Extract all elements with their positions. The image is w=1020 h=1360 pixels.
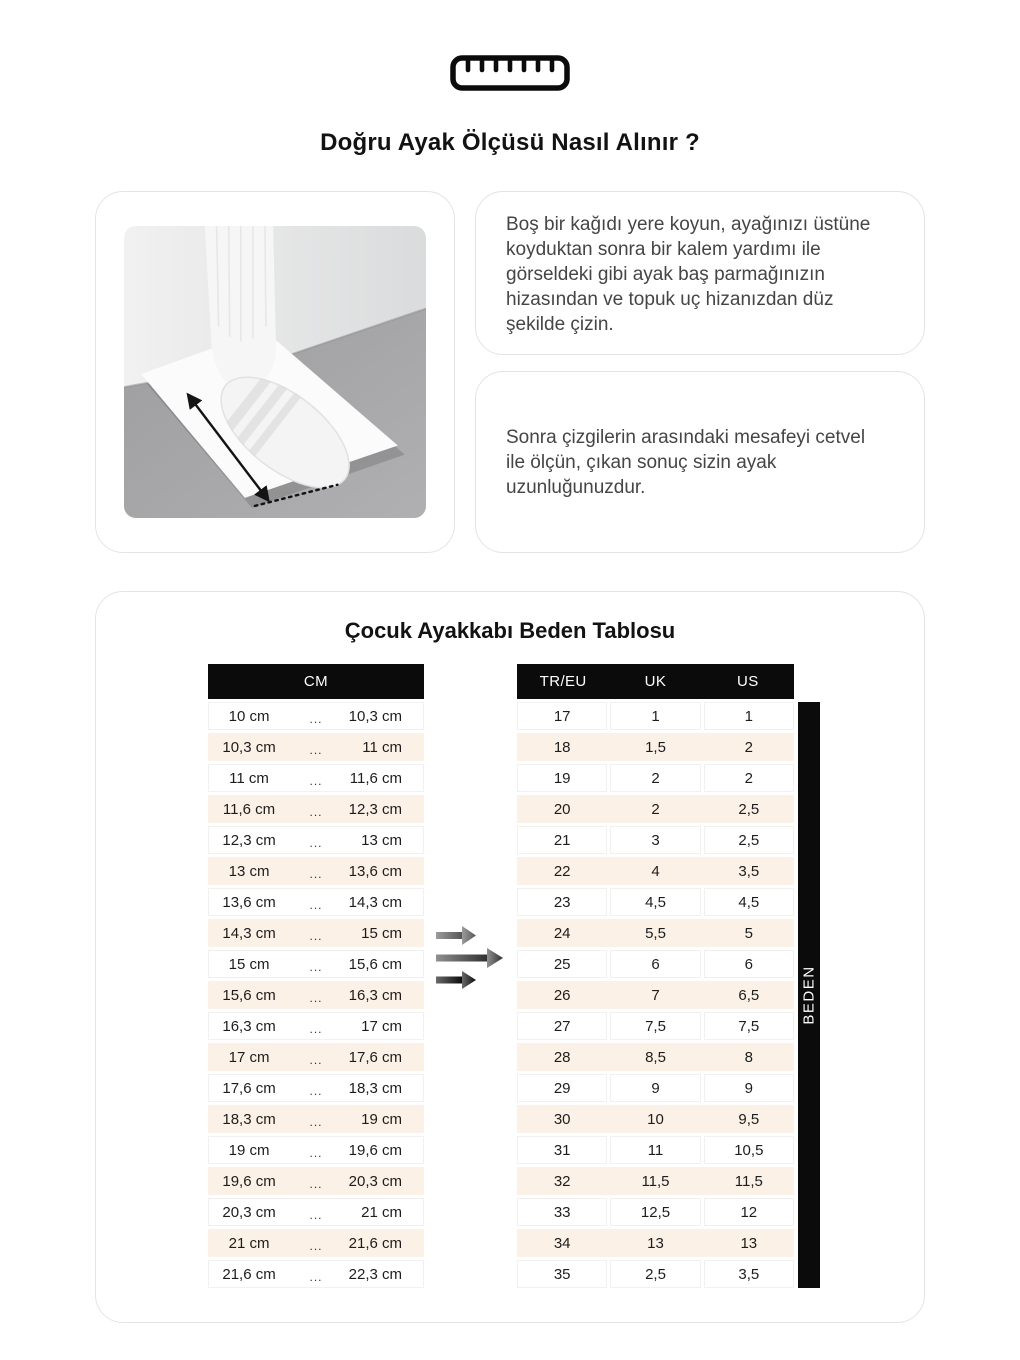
size-cell-uk: 2 bbox=[610, 795, 700, 823]
range-separator: ... bbox=[309, 898, 323, 912]
cm-table-row bbox=[208, 1012, 424, 1040]
cm-table-header: CM bbox=[208, 664, 424, 699]
cm-range-to: 13,6 cm bbox=[348, 862, 402, 880]
cm-range-from: 20,3 cm bbox=[222, 1203, 276, 1221]
size-cell-uk: 2,5 bbox=[610, 1260, 700, 1288]
cm-range-to: 14,3 cm bbox=[348, 893, 402, 911]
cm-range-to: 19,6 cm bbox=[348, 1141, 402, 1159]
size-table-row bbox=[517, 1043, 794, 1071]
sizes-group bbox=[517, 664, 820, 1288]
cm-table-row bbox=[208, 888, 424, 916]
cm-table-row bbox=[208, 1198, 424, 1226]
cm-range-to: 21,6 cm bbox=[348, 1234, 402, 1252]
size-cell-tr-eu: 18 bbox=[517, 733, 607, 761]
cm-range-from: 21,6 cm bbox=[222, 1265, 276, 1283]
size-cell-us: 4,5 bbox=[704, 888, 794, 916]
size-cell-us: 12 bbox=[704, 1198, 794, 1226]
foot-measurement-photo bbox=[124, 226, 426, 518]
cm-table-row bbox=[208, 981, 424, 1009]
beden-side-bar bbox=[798, 702, 820, 1288]
cm-range-from: 16,3 cm bbox=[222, 1017, 276, 1035]
instruction-card-2 bbox=[475, 371, 925, 553]
size-table-row bbox=[517, 950, 794, 978]
cm-range-from: 21 cm bbox=[228, 1234, 270, 1252]
range-separator: ... bbox=[309, 929, 323, 943]
range-separator: ... bbox=[309, 1053, 323, 1067]
size-cell-us: 2 bbox=[704, 764, 794, 792]
header-tr-eu: TR/EU bbox=[539, 673, 587, 690]
size-cell-us: 8 bbox=[704, 1043, 794, 1071]
size-cell-uk: 12,5 bbox=[610, 1198, 700, 1226]
size-table bbox=[517, 664, 794, 1288]
range-separator: ... bbox=[309, 1146, 323, 1160]
size-cell-uk: 5,5 bbox=[610, 919, 700, 947]
cm-table-row bbox=[208, 1136, 424, 1164]
size-table-title: Çocuk Ayakkabı Beden Tablosu bbox=[344, 618, 676, 643]
page-title: Doğru Ayak Ölçüsü Nasıl Alınır ? bbox=[320, 129, 700, 156]
cm-table-row bbox=[208, 826, 424, 854]
cm-range-to: 15,6 cm bbox=[348, 955, 402, 973]
size-cell-tr-eu: 30 bbox=[517, 1105, 607, 1133]
size-cell-tr-eu: 17 bbox=[517, 702, 607, 730]
cm-table-row bbox=[208, 1229, 424, 1257]
size-cell-tr-eu: 25 bbox=[517, 950, 607, 978]
size-cell-tr-eu: 22 bbox=[517, 857, 607, 885]
size-table-row bbox=[517, 764, 794, 792]
instruction-cards bbox=[475, 191, 925, 553]
header-uk: UK bbox=[644, 673, 667, 690]
size-cell-uk: 3 bbox=[610, 826, 700, 854]
size-table-row bbox=[517, 1136, 794, 1164]
cm-range-to: 15 cm bbox=[361, 924, 402, 942]
cm-range-from: 15 cm bbox=[228, 955, 270, 973]
cm-range-to: 17 cm bbox=[361, 1017, 402, 1035]
range-separator: ... bbox=[309, 960, 323, 974]
range-separator: ... bbox=[309, 805, 323, 819]
cm-table-row bbox=[208, 1074, 424, 1102]
cm-table-row bbox=[208, 919, 424, 947]
cm-range-to: 18,3 cm bbox=[348, 1079, 402, 1097]
range-separator: ... bbox=[309, 1270, 323, 1284]
range-separator: ... bbox=[309, 712, 323, 726]
size-table-row bbox=[517, 702, 794, 730]
cm-range-from: 19 cm bbox=[228, 1141, 270, 1159]
size-table-row bbox=[517, 1229, 794, 1257]
cm-range-to: 11,6 cm bbox=[349, 769, 402, 787]
size-table-row bbox=[517, 1198, 794, 1226]
range-separator: ... bbox=[309, 1115, 323, 1129]
cm-table-row bbox=[208, 702, 424, 730]
size-cell-us: 9 bbox=[704, 1074, 794, 1102]
cm-table-row bbox=[208, 795, 424, 823]
cm-range-from: 13,6 cm bbox=[222, 893, 276, 911]
size-cell-us: 11,5 bbox=[704, 1167, 794, 1195]
size-cell-uk: 13 bbox=[610, 1229, 700, 1257]
size-cell-tr-eu: 20 bbox=[517, 795, 607, 823]
beden-label: BEDEN bbox=[800, 965, 818, 1025]
size-table-row bbox=[517, 733, 794, 761]
range-separator: ... bbox=[309, 1239, 323, 1253]
header-us: US bbox=[737, 673, 759, 690]
size-cell-us: 2,5 bbox=[704, 795, 794, 823]
size-cell-uk: 1 bbox=[610, 702, 700, 730]
cm-range-to: 13 cm bbox=[361, 831, 402, 849]
size-table-header bbox=[517, 664, 794, 699]
size-cell-tr-eu: 24 bbox=[517, 919, 607, 947]
size-cell-uk: 10 bbox=[610, 1105, 700, 1133]
size-cell-us: 6,5 bbox=[704, 981, 794, 1009]
cm-range-from: 11 cm bbox=[229, 769, 269, 787]
cm-table bbox=[208, 664, 424, 1288]
size-cell-us: 2 bbox=[704, 733, 794, 761]
cm-range-to: 10,3 cm bbox=[348, 707, 402, 725]
transfer-arrows-icon bbox=[424, 664, 517, 1288]
measurement-photo-card bbox=[95, 191, 455, 553]
cm-range-from: 17 cm bbox=[228, 1048, 270, 1066]
size-cell-us: 5 bbox=[704, 919, 794, 947]
instruction-card-1 bbox=[475, 191, 925, 355]
range-separator: ... bbox=[309, 1084, 323, 1098]
size-table-row bbox=[517, 1260, 794, 1288]
size-cell-us: 7,5 bbox=[704, 1012, 794, 1040]
size-cell-uk: 4 bbox=[610, 857, 700, 885]
size-cell-uk: 2 bbox=[610, 764, 700, 792]
cm-table-row bbox=[208, 857, 424, 885]
cm-range-to: 11 cm bbox=[362, 738, 402, 756]
size-cell-tr-eu: 27 bbox=[517, 1012, 607, 1040]
size-cell-tr-eu: 33 bbox=[517, 1198, 607, 1226]
size-cell-us: 1 bbox=[704, 702, 794, 730]
cm-range-from: 18,3 cm bbox=[222, 1110, 276, 1128]
size-cell-tr-eu: 23 bbox=[517, 888, 607, 916]
page-header bbox=[0, 0, 1020, 157]
cm-table-row bbox=[208, 733, 424, 761]
size-cell-tr-eu: 34 bbox=[517, 1229, 607, 1257]
size-table-rows bbox=[517, 702, 794, 1288]
cm-range-from: 13 cm bbox=[228, 862, 270, 880]
size-cell-uk: 7,5 bbox=[610, 1012, 700, 1040]
size-cell-tr-eu: 29 bbox=[517, 1074, 607, 1102]
size-table-row bbox=[517, 888, 794, 916]
size-cell-uk: 11,5 bbox=[610, 1167, 700, 1195]
cm-range-to: 17,6 cm bbox=[348, 1048, 402, 1066]
cm-range-from: 15,6 cm bbox=[222, 986, 276, 1004]
size-cell-uk: 9 bbox=[610, 1074, 700, 1102]
cm-range-to: 19 cm bbox=[361, 1110, 402, 1128]
cm-table-row bbox=[208, 1167, 424, 1195]
size-tables bbox=[96, 664, 924, 1288]
cm-range-to: 16,3 cm bbox=[348, 986, 402, 1004]
size-table-row bbox=[517, 919, 794, 947]
cm-range-from: 12,3 cm bbox=[222, 831, 276, 849]
instruction-step-1: Boş bir kağıdı yere koyun, ayağınızı üstüne koyduktan sonra bir kalem yardımı ile görseldeki gibi ayak baş parmağınızın hizasından ve topuk uç hizanızdan düz şekilde çizin. bbox=[506, 214, 871, 335]
range-separator: ... bbox=[309, 774, 323, 788]
range-separator: ... bbox=[309, 1022, 323, 1036]
cm-table-row bbox=[208, 950, 424, 978]
size-table-row bbox=[517, 795, 794, 823]
size-cell-us: 9,5 bbox=[704, 1105, 794, 1133]
size-cell-uk: 1,5 bbox=[610, 733, 700, 761]
range-separator: ... bbox=[309, 1208, 323, 1222]
size-cell-us: 3,5 bbox=[704, 857, 794, 885]
cm-table-row bbox=[208, 764, 424, 792]
size-cell-us: 2,5 bbox=[704, 826, 794, 854]
cm-range-to: 20,3 cm bbox=[348, 1172, 402, 1190]
size-table-row bbox=[517, 1167, 794, 1195]
cm-table-row bbox=[208, 1043, 424, 1071]
size-cell-us: 13 bbox=[704, 1229, 794, 1257]
size-table-row bbox=[517, 1105, 794, 1133]
size-cell-uk: 8,5 bbox=[610, 1043, 700, 1071]
instructions-section bbox=[95, 191, 925, 553]
size-cell-tr-eu: 26 bbox=[517, 981, 607, 1009]
size-cell-tr-eu: 35 bbox=[517, 1260, 607, 1288]
size-table-row bbox=[517, 857, 794, 885]
size-table-row bbox=[517, 1074, 794, 1102]
cm-table-rows bbox=[208, 702, 424, 1288]
range-separator: ... bbox=[309, 991, 323, 1005]
range-separator: ... bbox=[309, 1177, 323, 1191]
instruction-step-2: Sonra çizgilerin arasındaki mesafeyi cetvel ile ölçün, çıkan sonuç sizin ayak uzunluğunuzdur. bbox=[506, 426, 866, 498]
range-separator: ... bbox=[309, 743, 323, 757]
cm-range-from: 10 cm bbox=[228, 707, 270, 725]
size-cell-tr-eu: 21 bbox=[517, 826, 607, 854]
range-separator: ... bbox=[309, 836, 323, 850]
size-cell-uk: 11 bbox=[610, 1136, 700, 1164]
range-separator: ... bbox=[309, 867, 323, 881]
cm-table-row bbox=[208, 1105, 424, 1133]
size-cell-us: 6 bbox=[704, 950, 794, 978]
size-cell-us: 10,5 bbox=[704, 1136, 794, 1164]
cm-range-from: 10,3 cm bbox=[222, 738, 276, 756]
cm-range-to: 21 cm bbox=[361, 1203, 402, 1221]
size-cell-tr-eu: 32 bbox=[517, 1167, 607, 1195]
size-table-card bbox=[95, 591, 925, 1323]
cm-range-from: 11,6 cm bbox=[222, 800, 276, 818]
size-cell-uk: 4,5 bbox=[610, 888, 700, 916]
size-table-row bbox=[517, 1012, 794, 1040]
size-cell-tr-eu: 19 bbox=[517, 764, 607, 792]
cm-range-from: 14,3 cm bbox=[222, 924, 276, 942]
size-cell-tr-eu: 31 bbox=[517, 1136, 607, 1164]
cm-range-from: 19,6 cm bbox=[222, 1172, 276, 1190]
size-cell-uk: 6 bbox=[610, 950, 700, 978]
cm-range-from: 17,6 cm bbox=[222, 1079, 276, 1097]
cm-table-row bbox=[208, 1260, 424, 1288]
cm-range-to: 22,3 cm bbox=[348, 1265, 402, 1283]
size-cell-tr-eu: 28 bbox=[517, 1043, 607, 1071]
size-cell-uk: 7 bbox=[610, 981, 700, 1009]
ruler-icon bbox=[450, 55, 570, 91]
size-cell-us: 3,5 bbox=[704, 1260, 794, 1288]
cm-range-to: 12,3 cm bbox=[348, 800, 402, 818]
size-table-row bbox=[517, 826, 794, 854]
size-table-row bbox=[517, 981, 794, 1009]
